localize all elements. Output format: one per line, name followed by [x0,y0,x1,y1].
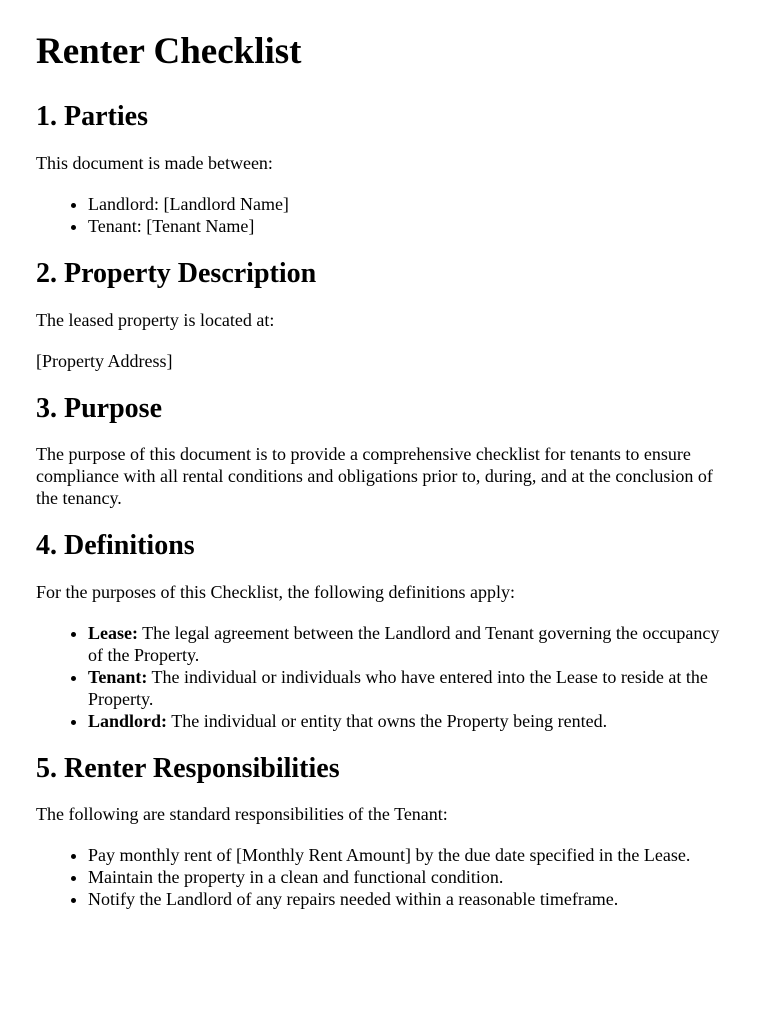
list-item: • Tenant: [Tenant Name] [88,215,734,237]
document-title: Renter Checklist [36,31,302,72]
section-intro: The following are standard responsibilities of the Tenant: [36,804,448,825]
section-property [36,257,734,372]
definition-item [88,622,734,666]
definition-text: The legal agreement between the Landlord and Tenant governing the occupancy of the Property. [88,622,720,665]
definition-item [88,710,734,732]
section-heading: 5. Renter Responsibilities [36,752,340,784]
list-item: • Landlord: [Landlord Name] [88,193,734,215]
responsibilities-list [36,844,734,910]
section-responsibilities [36,752,734,911]
purpose-paragraph: The purpose of this document is to provide a comprehensive checklist for tenants to ensure compliance with all rental conditions and obligations prior to, during, and at the conclusion of the tenancy. [36,444,713,509]
definition-item [88,666,734,710]
section-intro: The leased property is located at: [36,309,275,330]
definition-term: Lease: [88,622,138,643]
definitions-list [36,622,734,732]
definition-term: Landlord: [88,710,168,731]
definition-text: The individual or entity that owns the Property being rented. [167,710,608,731]
definition-text: The individual or individuals who have entered into the Lease to reside at the Property. [88,666,708,709]
section-intro: This document is made between: [36,152,273,173]
definition-term: Tenant: [88,666,148,687]
section-heading: 2. Property Description [36,257,317,289]
list-item: • Pay monthly rent of [Monthly Rent Amount] by the due date specified in the Lease. [88,844,734,866]
property-address: [Property Address] [36,350,173,371]
section-intro: For the purposes of this Checklist, the following definitions apply: [36,581,515,602]
section-heading: 4. Definitions [36,530,195,562]
section-parties [36,100,734,237]
list-item: • Notify the Landlord of any repairs needed within a reasonable timeframe. [88,888,734,910]
section-definitions [36,529,734,732]
parties-list [36,193,734,237]
section-heading: 1. Parties [36,101,148,133]
list-item: • Maintain the property in a clean and functional condition. [88,866,734,888]
section-purpose [36,392,734,510]
section-heading: 3. Purpose [36,392,162,424]
